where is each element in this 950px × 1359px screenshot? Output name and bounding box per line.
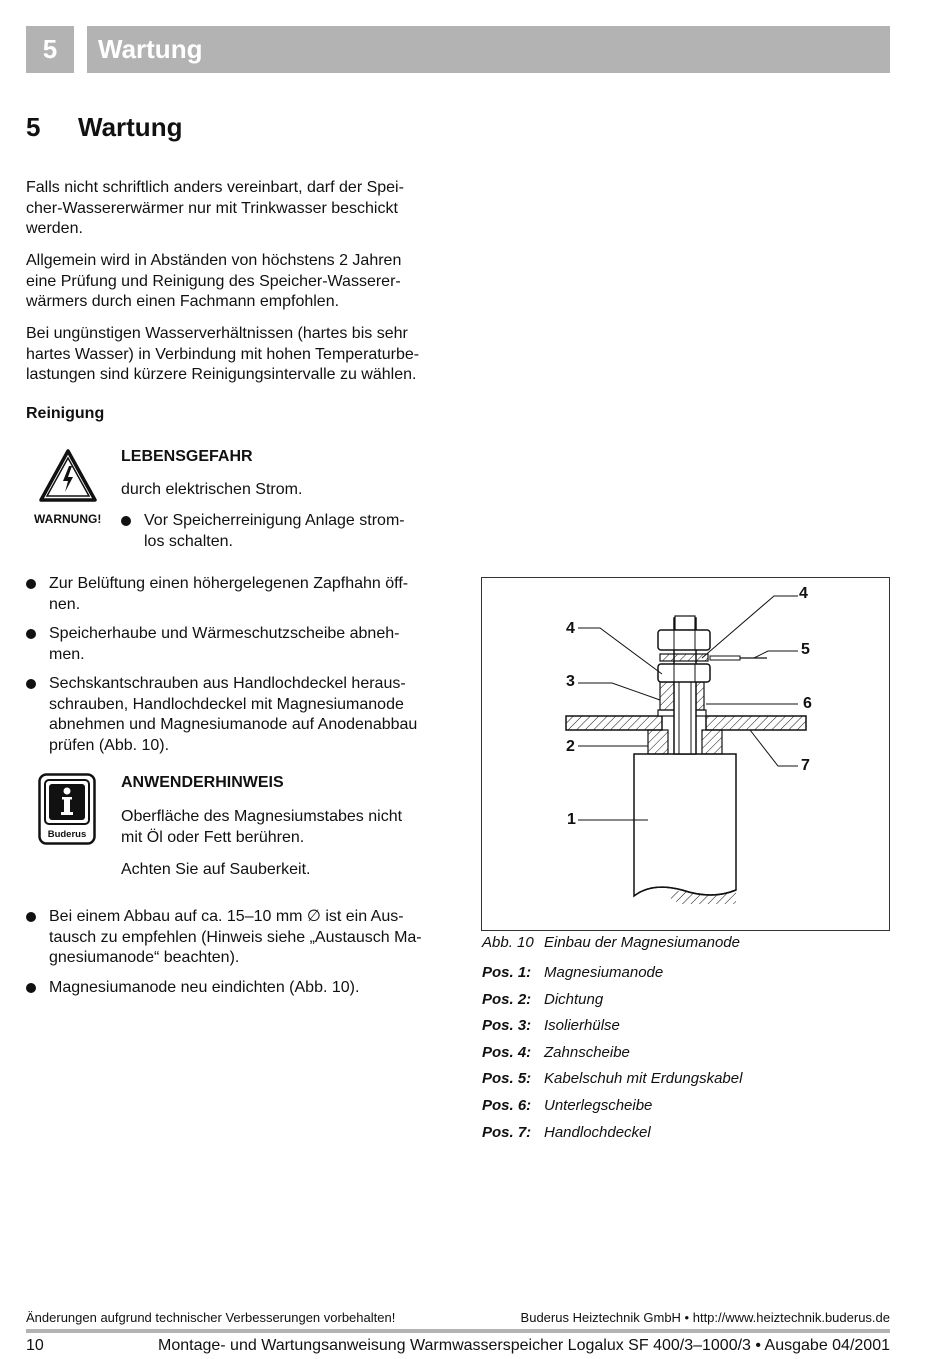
chapter-title-bar bbox=[87, 26, 890, 73]
bullet-dot bbox=[26, 579, 36, 589]
caption-key: Abb. 10 bbox=[482, 934, 534, 951]
figure-label-6: 6 bbox=[803, 695, 812, 712]
text-line: cher-Wassererwärmer nur mit Trinkwasser beschickt bbox=[26, 199, 398, 217]
legend-row bbox=[482, 987, 742, 1014]
legend-value: Dichtung bbox=[544, 990, 604, 1008]
text-line: Oberfläche des Magnesiumstabes nicht bbox=[121, 808, 403, 825]
legend-value: Zahnscheibe bbox=[544, 1043, 630, 1061]
text-line: tausch zu empfehlen (Hinweis siehe „Austausch Ma- bbox=[49, 928, 422, 946]
text-line: nen. bbox=[49, 595, 81, 613]
figure-label-5: 5 bbox=[801, 641, 810, 658]
notice-title: ANWENDERHINWEIS bbox=[121, 774, 284, 791]
list-item bbox=[26, 574, 441, 615]
bullet-dot bbox=[121, 516, 131, 526]
paragraph-3 bbox=[26, 324, 441, 386]
text-line: Allgemein wird in Abständen von höchstens 2 Jahren bbox=[26, 252, 402, 269]
text-line: Sechskantschrauben aus Handlochdeckel heraus- bbox=[49, 675, 406, 692]
text-line: werden. bbox=[26, 220, 83, 237]
footer-right-note: Buderus Heiztechnik GmbH • http://www.heiztechnik.buderus.de bbox=[520, 1310, 890, 1325]
legend-value: Isolierhülse bbox=[544, 1017, 620, 1035]
legend-key: Pos. 3: bbox=[482, 1017, 532, 1035]
legend-row bbox=[482, 1093, 742, 1120]
subheading-reinigung: Reinigung bbox=[26, 405, 105, 422]
page-number: 10 bbox=[26, 1337, 44, 1354]
text-line: wärmers durch einen Fachmann empfohlen. bbox=[26, 293, 340, 310]
figure-label-4-right: 4 bbox=[799, 585, 808, 602]
position-legend bbox=[482, 960, 742, 1146]
legend-key: Pos. 7: bbox=[482, 1123, 532, 1141]
figure-label-2: 2 bbox=[566, 738, 575, 755]
steps-list-1 bbox=[26, 574, 441, 756]
text-line: men. bbox=[49, 645, 85, 663]
legend-key: Pos. 4: bbox=[482, 1043, 532, 1061]
text-line: lastungen sind kürzere Reinigungsintervalle zu wählen. bbox=[26, 366, 417, 383]
text-line: Vor Speicherreinigung Anlage strom- bbox=[144, 512, 405, 529]
legend-key: Pos. 5: bbox=[482, 1070, 532, 1088]
legend-key: Pos. 1: bbox=[482, 964, 532, 981]
figure-caption bbox=[482, 934, 740, 951]
notice-text-2: Achten Sie auf Sauberkeit. bbox=[121, 861, 311, 878]
list-item bbox=[26, 674, 441, 756]
chapter-number: 5 bbox=[42, 34, 58, 64]
text-line: los schalten. bbox=[144, 532, 233, 550]
paragraph-2 bbox=[26, 251, 441, 313]
text-line: gnesiumanode“ beachten). bbox=[49, 949, 240, 966]
legend-value: Magnesiumanode bbox=[544, 964, 664, 981]
text-line: Falls nicht schriftlich anders vereinbart, darf der Spei- bbox=[26, 179, 404, 196]
legend-row bbox=[482, 1040, 742, 1067]
paragraph-1 bbox=[26, 178, 441, 240]
bullet-dot bbox=[26, 679, 36, 689]
warning-title: LEBENSGEFAHR bbox=[121, 448, 253, 465]
legend-key: Pos. 2: bbox=[482, 990, 532, 1008]
bullet-dot bbox=[26, 912, 36, 922]
figure-label-3: 3 bbox=[566, 673, 575, 690]
section-title: Wartung bbox=[78, 112, 183, 142]
text-line: eine Prüfung und Reinigung des Speicher-Wasserer- bbox=[26, 272, 401, 290]
legend-key: Pos. 6: bbox=[482, 1096, 532, 1114]
chapter-title: Wartung bbox=[98, 34, 203, 64]
steps-list-2 bbox=[26, 907, 441, 998]
notice-text-1 bbox=[121, 807, 441, 848]
figure-label-1: 1 bbox=[567, 811, 576, 828]
legend-value: Handlochdeckel bbox=[544, 1123, 651, 1141]
warning-icon-label: WARNUNG! bbox=[34, 512, 102, 526]
bullet-dot bbox=[26, 629, 36, 639]
chapter-number-box bbox=[26, 26, 74, 73]
legend-value: Kabelschuh mit Erdungskabel bbox=[544, 1070, 743, 1088]
caption-text: Einbau der Magnesiumanode bbox=[544, 934, 740, 951]
text-line: Zur Belüftung einen höhergelegenen Zapfhahn öff- bbox=[49, 575, 409, 592]
text-line: hartes Wasser) in Verbindung mit hohen Temperaturbe- bbox=[26, 345, 420, 363]
document-title: Montage- und Wartungsanweisung Warmwasserspeicher Logalux SF 400/3–1000/3 • Ausgabe 04/2001 bbox=[158, 1337, 890, 1354]
info-icon-label: Buderus bbox=[47, 829, 87, 840]
footer-divider bbox=[26, 1329, 890, 1333]
anode-diagram bbox=[482, 578, 889, 930]
warning-text: durch elektrischen Strom. bbox=[121, 481, 303, 498]
text-line: Magnesiumanode neu eindichten (Abb. 10). bbox=[49, 978, 360, 996]
text-line: schrauben, Handlochdeckel mit Magnesiumanode bbox=[49, 695, 404, 713]
footer-left-note: Änderungen aufgrund technischer Verbesserungen vorbehalten! bbox=[26, 1310, 396, 1325]
text-line: Bei einem Abbau auf ca. 15–10 mm ∅ ist ein Aus- bbox=[49, 908, 404, 925]
section-number: 5 bbox=[26, 112, 41, 142]
list-item bbox=[26, 978, 441, 999]
figure-label-4-left: 4 bbox=[566, 620, 575, 637]
legend-row bbox=[482, 1013, 742, 1040]
text-line: mit Öl oder Fett berühren. bbox=[121, 828, 305, 846]
legend-row bbox=[482, 1120, 742, 1147]
text-line: Speicherhaube und Wärmeschutzscheibe abneh- bbox=[49, 625, 400, 642]
bullet-dot bbox=[26, 983, 36, 993]
legend-value: Unterlegscheibe bbox=[544, 1096, 653, 1114]
legend-row bbox=[482, 1066, 742, 1093]
figure-box bbox=[481, 577, 890, 931]
legend-row bbox=[482, 960, 742, 987]
high-voltage-warning-icon bbox=[38, 448, 98, 504]
list-item bbox=[26, 624, 441, 665]
list-item bbox=[26, 907, 441, 969]
section-heading bbox=[26, 112, 182, 143]
warning-bullet bbox=[121, 511, 441, 552]
text-line: prüfen (Abb. 10). bbox=[49, 736, 170, 754]
text-line: Bei ungünstigen Wasserverhältnissen (hartes bis sehr bbox=[26, 325, 408, 342]
text-line: abnehmen und Magnesiumanode auf Anodenabbau bbox=[49, 716, 418, 733]
figure-label-7: 7 bbox=[801, 757, 810, 774]
